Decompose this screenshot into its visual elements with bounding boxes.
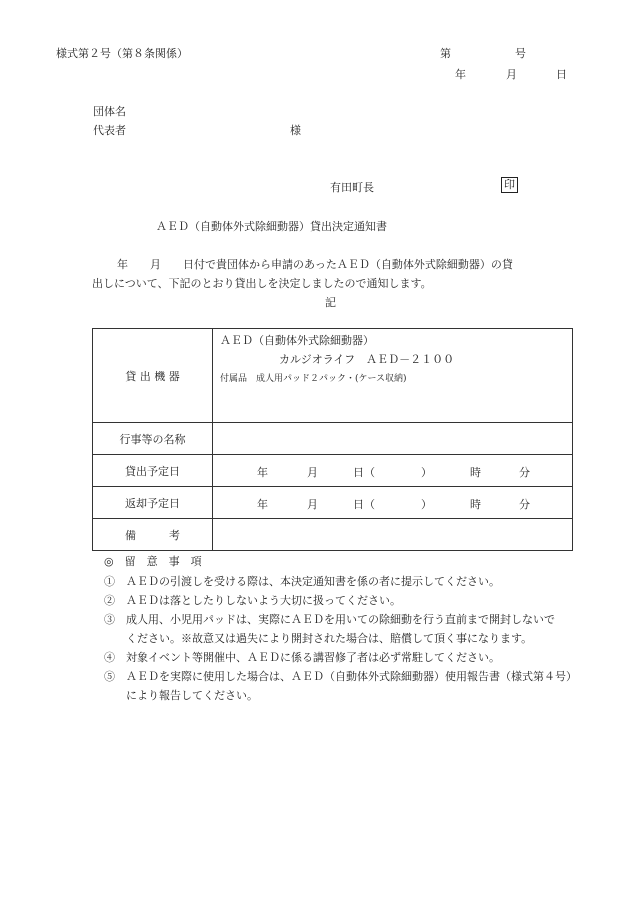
return-month: 月 — [307, 498, 318, 511]
note-item-2: ② ＡＥＤは落としたりしないよう大切に扱ってください。 — [104, 594, 401, 607]
note-item-5: ⑤ ＡＥＤを実際に使用した場合は、ＡＥＤ（自動体外式除細動器）使用報告書（様式第４号） — [104, 670, 577, 683]
equipment-label: 貸 出 機 器 — [93, 329, 213, 423]
return-date-cell[interactable] — [213, 487, 573, 519]
rep-label: 代表者 — [93, 124, 126, 137]
return-date-label: 返却予定日 — [93, 487, 213, 519]
date-month: 月 — [506, 68, 517, 81]
lend-month: 月 — [307, 466, 318, 479]
ki-mark: 記 — [325, 296, 336, 309]
event-label: 行事等の名称 — [93, 423, 213, 455]
lend-date-label: 貸出予定日 — [93, 455, 213, 487]
lend-day: 日（ — [353, 466, 375, 479]
document-title: ＡＥＤ（自動体外式除細動器）貸出決定通知書 — [156, 220, 387, 233]
doc-no-suffix: 号 — [515, 47, 526, 60]
return-minute: 分 — [519, 498, 530, 511]
note-item-4: ④ 対象イベント等開催中、ＡＥＤに係る講習修了者は必ず常駐してください。 — [104, 651, 500, 664]
lending-table — [92, 328, 573, 551]
equipment-line-3: 付属品 成人用パッド２パック・(ケース収納) — [220, 374, 407, 384]
note-item-1: ① ＡＥＤの引渡しを受ける際は、本決定通知書を係の者に提示してください。 — [104, 575, 500, 588]
seal-mark — [501, 177, 518, 193]
notes-heading: ◎ 留 意 事 項 — [104, 555, 202, 568]
body-line-1: 年 月 日付で貴団体から申請のあったＡＥＤ（自動体外式除細動器）の貸 — [117, 258, 513, 271]
return-close: ） — [421, 498, 432, 511]
issuer-name: 有田町長 — [330, 181, 374, 194]
body-line-2: 出しについて、下記のとおり貸出しを決定しましたので通知します。 — [92, 277, 432, 290]
lend-hour: 時 — [470, 466, 481, 479]
return-day: 日（ — [353, 498, 375, 511]
return-year: 年 — [257, 498, 268, 511]
lend-date-cell[interactable] — [213, 455, 573, 487]
doc-no-prefix: 第 — [440, 47, 451, 60]
date-day: 日 — [556, 68, 567, 81]
return-hour: 時 — [470, 498, 481, 511]
lend-year: 年 — [257, 466, 268, 479]
note-item-3-cont: ください。※故意又は過失により開封された場合は、賠償して頂く事になります。 — [126, 632, 533, 645]
form-number: 様式第２号（第８条関係） — [56, 47, 188, 60]
org-label: 団体名 — [93, 105, 126, 118]
seal-text: 印 — [501, 177, 518, 193]
remarks-cell[interactable] — [213, 519, 573, 551]
equipment-line-1: ＡＥＤ（自動体外式除細動器） — [220, 334, 374, 347]
date-year: 年 — [455, 68, 466, 81]
event-cell[interactable] — [213, 423, 573, 455]
note-item-3: ③ 成人用、小児用パッドは、実際にＡＥＤを用いての除細動を行う直前まで開封しないで — [104, 613, 555, 626]
lend-minute: 分 — [519, 466, 530, 479]
note-item-5-cont: により報告してください。 — [126, 689, 258, 702]
remarks-label: 備 考 — [93, 519, 213, 551]
lend-close: ） — [421, 466, 432, 479]
honorific: 様 — [290, 124, 301, 137]
equipment-line-2: カルジオライフ ＡＥＤ－２１００ — [279, 353, 455, 366]
equipment-cell — [213, 329, 573, 423]
